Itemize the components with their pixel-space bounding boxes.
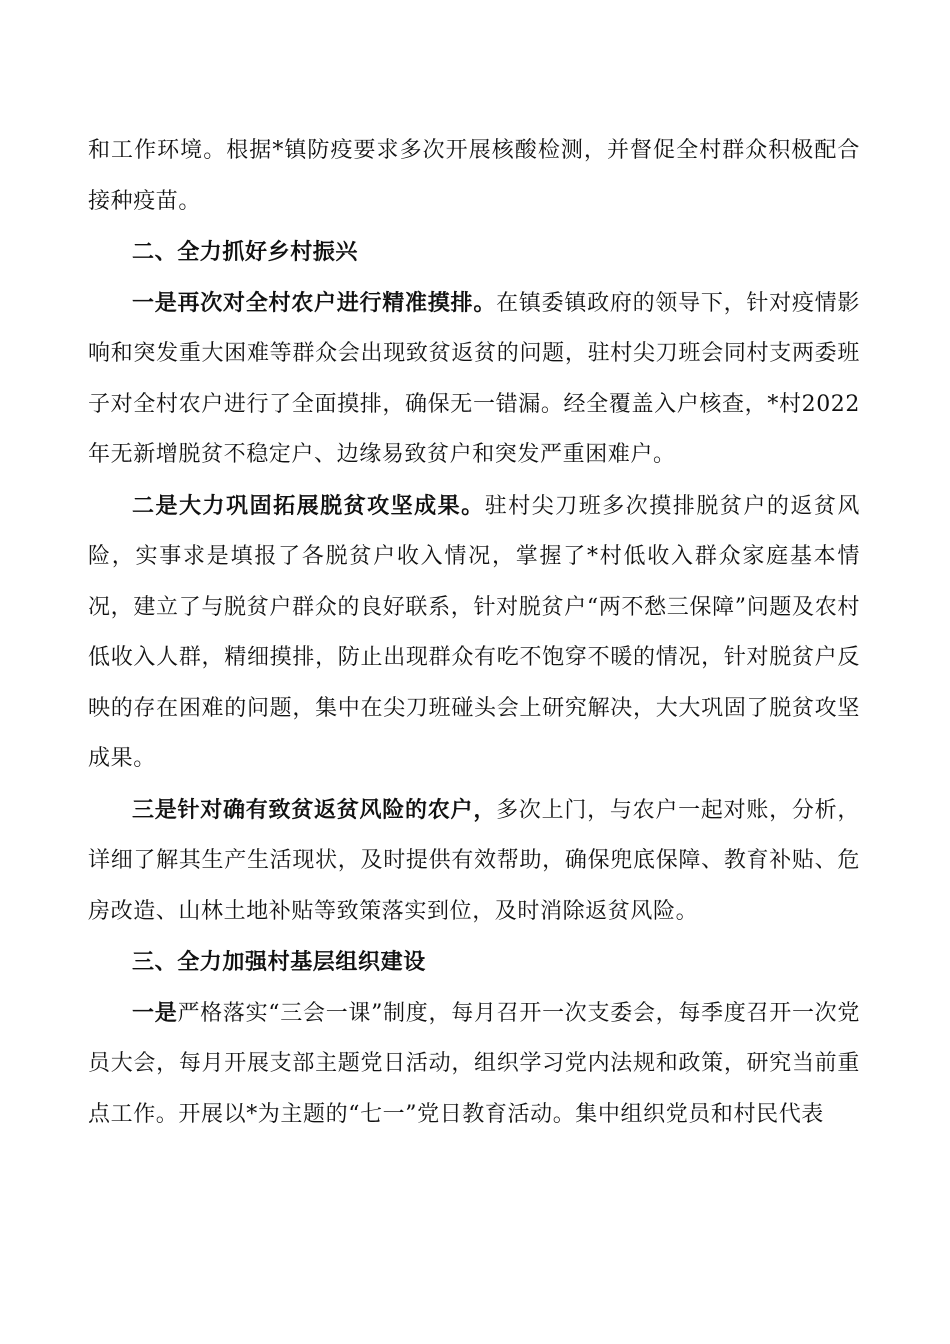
paragraph-body: 多次上门，与农户一起对账，分析，详细了解其生产生活现状，及时提供有效帮助，确保兜底保障、教育补贴、危房改造、山林土地补贴等致策落实到位，及时消除返贫风险。 <box>88 797 860 924</box>
paragraph-lead: 一是再次对全村农户进行精准摸排。 <box>132 289 497 316</box>
paragraph-body: 严格落实“三会一课”制度，每月召开一次支委会，每季度召开一次党员大会，每月开展支部主题党日活动，组织学习党内法规和政策，研究当前重点工作。开展以*为主题的“七一”党日教育活动。集中组织党员和村民代表 <box>88 1000 860 1127</box>
section-heading-grassroots-organization: 三、全力加强村基层组织建设 <box>132 949 426 975</box>
paragraph-body: 在镇委镇政府的领导下，针对疫情影响和突发重大困难等群众会出现致贫返贫的问题，驻村尖刀班会同村支两委班子对全村农户进行了全面摸排，确保无一错漏。经全覆盖入户核查，*村2022年无新增脱贫不稳定户、边缘易致贫户和突发严重困难户。 <box>88 290 860 467</box>
paragraph-lead: 三是针对确有致贫返贫风险的农户， <box>132 796 497 823</box>
paragraph-lead: 二是大力巩固拓展脱贫攻坚成果。 <box>132 492 485 519</box>
paragraph-at-risk-households <box>88 785 860 938</box>
paragraph-body: 驻村尖刀班多次摸排脱贫户的返贫风险，实事求是填报了各脱贫户收入情况，掌握了*村低收入群众家庭基本情况，建立了与脱贫户群众的良好联系，针对脱贫户“两不愁三保障”问题及农村低收入人群，精细摸排，防止出现群众有吃不饱穿不暖的情况，针对脱贫户反映的存在困难的问题，集中在尖刀班碰头会上研究解决，大大巩固了脱贫攻坚成果。 <box>88 493 860 771</box>
paragraph-lead: 一是 <box>132 999 178 1026</box>
paragraph-epidemic-continued: 和工作环境。根据*镇防疫要求多次开展核酸检测，并督促全村群众积极配合接种疫苗。 <box>88 138 860 214</box>
section-heading-rural-revitalization: 二、全力抓好乡村振兴 <box>132 239 359 265</box>
paragraph-consolidate-results <box>88 481 860 785</box>
paragraph-precise-survey <box>88 278 860 481</box>
paragraph-three-meetings <box>88 988 860 1141</box>
document-page <box>88 126 860 1140</box>
